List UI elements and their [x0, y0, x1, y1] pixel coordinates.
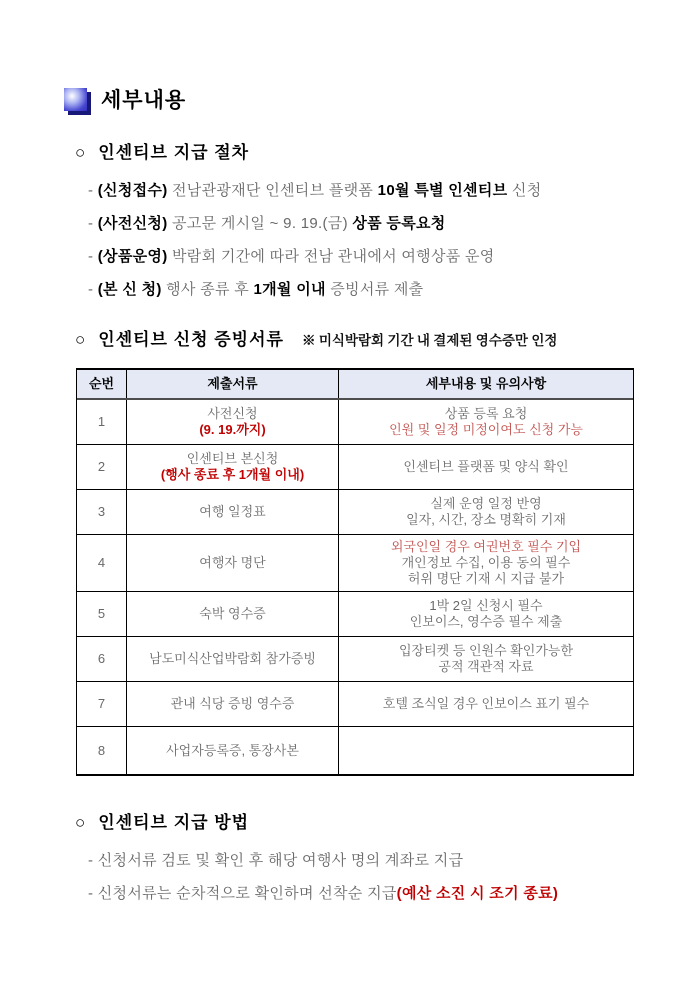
cell-line: [403, 459, 568, 475]
text-segment: 일자, 시간, 장소 명확히 기재: [406, 512, 566, 527]
document-name-cell: [127, 637, 339, 681]
row-number-cell: 2: [77, 445, 127, 489]
method-bullets: [88, 851, 700, 903]
text-segment: 인보이스, 영수증 필수 제출: [409, 614, 563, 629]
cell-line: [207, 406, 257, 422]
cell-line: [166, 743, 299, 759]
text-segment: 사업자등록증, 통장사본: [166, 742, 299, 758]
document-name-cell: [127, 535, 339, 591]
text-segment: 외국인일 경우 여권번호 필수 기입: [390, 539, 582, 554]
documents-table: [76, 368, 634, 776]
detail-cell: [339, 637, 633, 681]
text-segment: 인센티브 플랫폼 및 양식 확인: [403, 459, 569, 474]
cell-line: [410, 614, 563, 630]
cell-line: [389, 422, 583, 438]
row-number-cell: 5: [77, 592, 127, 636]
text-segment: (예산 소진 시 조기 종료): [396, 885, 559, 902]
text-segment: 상품 등록 요청: [444, 406, 528, 421]
cell-line: [199, 422, 265, 438]
document-name-cell: [127, 400, 339, 444]
row-number-cell: 8: [77, 727, 127, 774]
cell-line: [383, 696, 589, 712]
text-segment: (상품운영): [97, 248, 172, 265]
cell-line: [171, 696, 295, 712]
detail-cell: [339, 490, 633, 534]
text-segment: 신청서류는 순차적으로 확인하며 선착순 지급: [97, 885, 397, 902]
cell-line: [429, 598, 542, 614]
table-row: [77, 400, 633, 445]
table-header-cell: 순번: [77, 370, 127, 398]
cell-line: [199, 606, 265, 622]
cell-line: [445, 406, 528, 422]
document-name-cell: [127, 682, 339, 726]
text-segment: (행사 종료 후 1개월 이내): [160, 467, 305, 482]
documents-note: ※ 미식박람회 기간 내 결제된 영수증만 인정: [301, 333, 558, 348]
text-segment: 실제 운영 일정 반영: [430, 496, 542, 511]
text-segment: -: [88, 215, 98, 232]
table-row: [77, 727, 633, 774]
detail-cell: [339, 592, 633, 636]
detail-cell: [339, 535, 633, 591]
page-title: 세부내용: [101, 89, 187, 112]
table-row: [77, 592, 633, 637]
text-segment: 공적 객관적 자료: [438, 659, 534, 674]
circle-marker: ○: [75, 330, 87, 349]
text-segment: 상품 등록요청: [352, 215, 446, 232]
text-segment: 개인정보 수집, 이용 동의 필수: [401, 555, 571, 570]
text-segment: 10월 특별 인센티브: [377, 182, 508, 199]
row-number-cell: 4: [77, 535, 127, 591]
cell-line: [187, 451, 279, 467]
text-segment: 인센티브 본신청: [186, 451, 279, 466]
cell-line: [399, 643, 573, 659]
text-segment: -: [88, 281, 98, 298]
row-number-cell: 3: [77, 490, 127, 534]
blue-square-icon: [64, 88, 87, 111]
bullet-line: [88, 280, 700, 299]
detail-cell: [339, 400, 633, 444]
text-segment: -: [88, 885, 98, 902]
table-header-cell: 제출서류: [127, 370, 339, 398]
table-row: [77, 637, 633, 682]
text-segment: -: [88, 248, 98, 265]
table-row: [77, 682, 633, 727]
text-segment: (본 신 청): [97, 281, 167, 298]
bullet-line: [88, 181, 700, 200]
circle-marker: ○: [75, 813, 87, 832]
text-segment: 신청서류 검토 및 확인 후 해당 여행사 명의 계좌로 지급: [97, 852, 464, 869]
document-name-cell: [127, 445, 339, 489]
text-segment: 증빙서류 제출: [325, 281, 424, 298]
cell-line: [430, 496, 541, 512]
text-segment: 허위 명단 기재 시 지급 불가: [407, 571, 565, 586]
text-segment: 인원 및 일정 미정이여도 신청 가능: [389, 422, 583, 437]
circle-marker: ○: [75, 143, 87, 162]
text-segment: (사전신청): [97, 215, 172, 232]
text-segment: 관내 식당 증빙 영수증: [170, 696, 295, 711]
text-segment: 1개월 이내: [253, 281, 326, 298]
cell-line: [391, 539, 581, 555]
procedure-bullets: [88, 181, 700, 299]
cell-line: [199, 504, 265, 520]
text-segment: 여행자 명단: [199, 555, 266, 570]
cell-line: [406, 512, 566, 528]
cell-line: [402, 555, 571, 571]
text-segment: 호텔 조식일 경우 인보이스 표기 필수: [382, 696, 590, 711]
cell-line: [438, 659, 533, 675]
document-name-cell: [127, 727, 339, 774]
table-row: [77, 445, 633, 490]
cell-line: [408, 571, 564, 587]
row-number-cell: 7: [77, 682, 127, 726]
section-procedure-heading: [75, 138, 700, 163]
text-segment: 1박 2일 신청시 필수: [429, 598, 543, 613]
bullet-line: [88, 884, 700, 903]
text-segment: 여행 일정표: [199, 504, 266, 519]
table-row: [77, 535, 633, 592]
text-segment: 숙박 영수증: [199, 606, 266, 621]
document-name-cell: [127, 592, 339, 636]
text-segment: 사전신청: [207, 406, 258, 421]
section-documents-title: 인센티브 신청 증빙서류: [98, 330, 284, 349]
document-name-cell: [127, 490, 339, 534]
text-segment: (신청접수): [97, 182, 172, 199]
section-procedure-title: 인센티브 지급 절차: [98, 143, 250, 162]
text-segment: 입장티켓 등 인원수 확인가능한: [398, 643, 574, 658]
cell-line: [149, 651, 316, 667]
section-method-heading: [75, 808, 700, 833]
section-documents-heading: [75, 325, 700, 350]
row-number-cell: 1: [77, 400, 127, 444]
table-row: [77, 490, 633, 535]
table-header-cell: 세부내용 및 유의사항: [425, 376, 547, 391]
detail-cell: [339, 727, 633, 774]
section-method-title: 인센티브 지급 방법: [98, 813, 250, 832]
text-segment: 박람회 기간에 따라 전남 관내에서 여행상품 운영: [171, 248, 495, 265]
bullet-line: [88, 214, 700, 233]
bullet-line: [88, 851, 700, 870]
table-header-row: [77, 370, 633, 400]
cell-line: [161, 467, 304, 483]
text-segment: 남도미식산업박람회 참가증빙: [149, 651, 316, 666]
text-segment: (9. 19.까지): [199, 422, 266, 437]
row-number-cell: 6: [77, 637, 127, 681]
text-segment: -: [88, 182, 98, 199]
text-segment: -: [88, 852, 98, 869]
detail-cell: [339, 445, 633, 489]
text-segment: 신청: [507, 182, 542, 199]
detail-cell: [339, 682, 633, 726]
bullet-line: [88, 247, 700, 266]
text-segment: 공고문 게시일 ~ 9. 19.(금): [171, 215, 353, 232]
cell-line: [199, 555, 265, 571]
text-segment: 행사 종류 후: [166, 281, 254, 298]
page-title-row: [64, 84, 700, 114]
text-segment: 전남관광재단 인센티브 플랫폼: [171, 182, 378, 199]
